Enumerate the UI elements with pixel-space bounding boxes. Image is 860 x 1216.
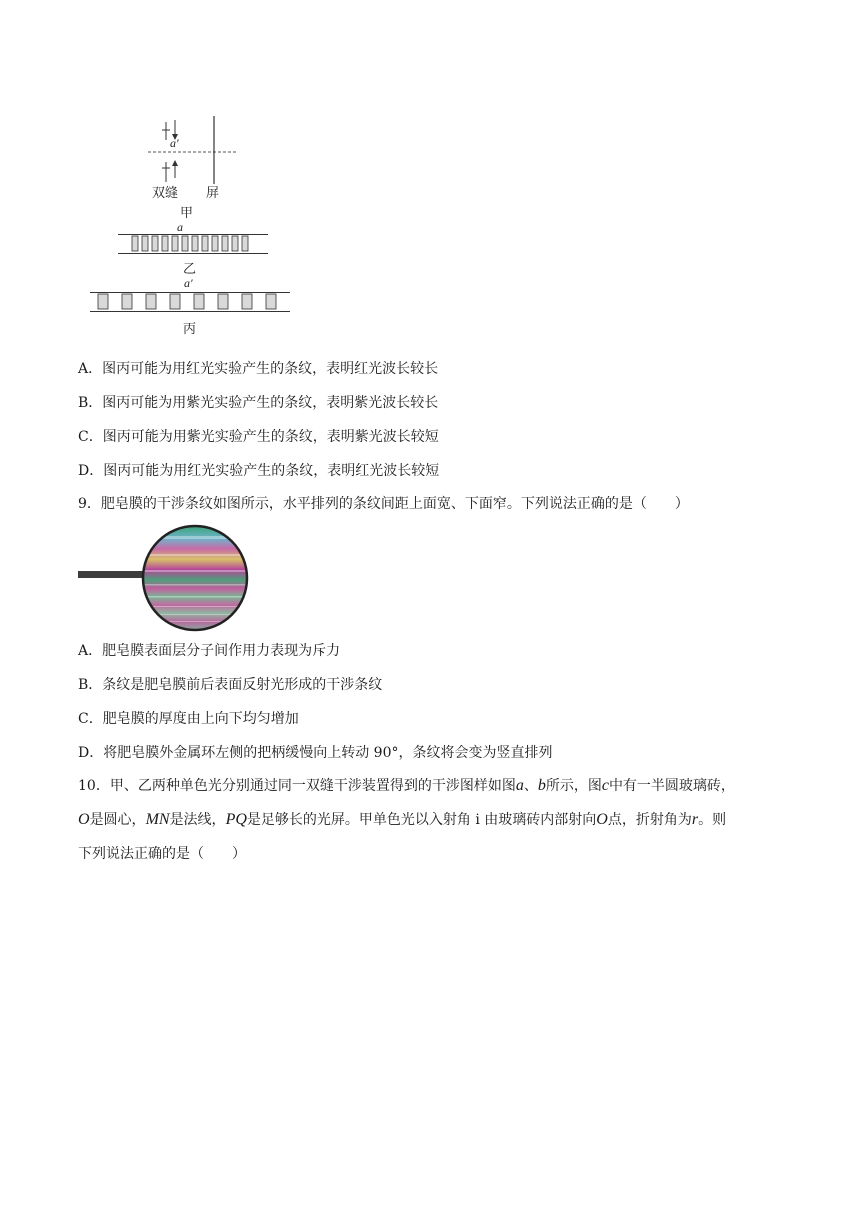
q8-option-c: C．图丙可能为用紫光实验产生的条纹，表明紫光波长较短 xyxy=(78,429,439,445)
pattern-yi-label: a xyxy=(177,220,183,234)
q10-text-2a: 是圆心， xyxy=(89,812,146,828)
q9-option-d: D．将肥皂膜外金属环左侧的把柄缓慢向上转动 90°，条纹将会变为竖直排列 xyxy=(78,745,553,761)
caption-jia: 甲 xyxy=(180,206,194,221)
pattern-bing-label: a′ xyxy=(184,276,193,290)
q10-text-2b: 是法线， xyxy=(169,812,226,828)
q8-option-a: A．图丙可能为用红光实验产生的条纹，表明红光波长较长 xyxy=(78,361,439,377)
fringe-pattern-yi xyxy=(118,234,268,254)
q10-text-1d: 中有一半圆玻璃砖， xyxy=(608,778,735,794)
q10-text-1c: 所示，图 xyxy=(545,778,602,794)
q10-line-1 xyxy=(78,776,735,796)
q10-var-a: a xyxy=(515,777,524,794)
q10-text-1a: 10．甲、乙两种单色光分别通过同一双缝干涉装置得到的干涉图样如图 xyxy=(78,778,516,794)
double-slit-label: 双缝 xyxy=(152,186,179,201)
caption-bing: 丙 xyxy=(183,322,197,337)
q9-stem: 9．肥皂膜的干涉条纹如图所示，水平排列的条纹间距上面宽、下面窄。下列说法正确的是（ ） xyxy=(78,496,689,512)
q10-text-2c: 是足够长的光屏。甲单色光以入射角 i 由玻璃砖内部射向 xyxy=(246,812,597,828)
screen-label: 屏 xyxy=(206,186,220,201)
q8-option-d: D．图丙可能为用红光实验产生的条纹，表明红光波长较短 xyxy=(78,463,440,479)
q9-option-b: B．条纹是肥皂膜前后表面反射光形成的干涉条纹 xyxy=(78,677,383,693)
q10-line-3: 下列说法正确的是（ ） xyxy=(78,846,246,862)
slit-width-label: a′ xyxy=(170,136,179,150)
q10-text-1b: 、 xyxy=(523,778,538,794)
q9-option-a: A．肥皂膜表面层分子间作用力表现为斥力 xyxy=(78,643,341,659)
q10-line-2 xyxy=(78,810,726,830)
q10-var-o1: O xyxy=(78,811,90,828)
q10-var-c: c xyxy=(601,777,609,794)
q10-text-2e: 。则 xyxy=(698,812,727,828)
soap-film-image xyxy=(78,524,253,634)
q10-var-b: b xyxy=(537,777,546,794)
q10-var-r: r xyxy=(691,811,699,828)
q10-var-mn: MN xyxy=(145,811,170,828)
q10-var-pq: PQ xyxy=(225,811,247,828)
q8-option-b: B．图丙可能为用紫光实验产生的条纹，表明紫光波长较长 xyxy=(78,395,439,411)
caption-yi: 乙 xyxy=(183,262,197,277)
double-slit-figure xyxy=(80,112,300,342)
soap-film-figure xyxy=(78,524,253,634)
fringe-pattern-bing xyxy=(90,292,290,312)
q10-text-2d: 点，折射角为 xyxy=(607,812,692,828)
q10-var-o2: O xyxy=(596,811,608,828)
q9-option-c: C．肥皂膜的厚度由上向下均匀增加 xyxy=(78,711,299,727)
